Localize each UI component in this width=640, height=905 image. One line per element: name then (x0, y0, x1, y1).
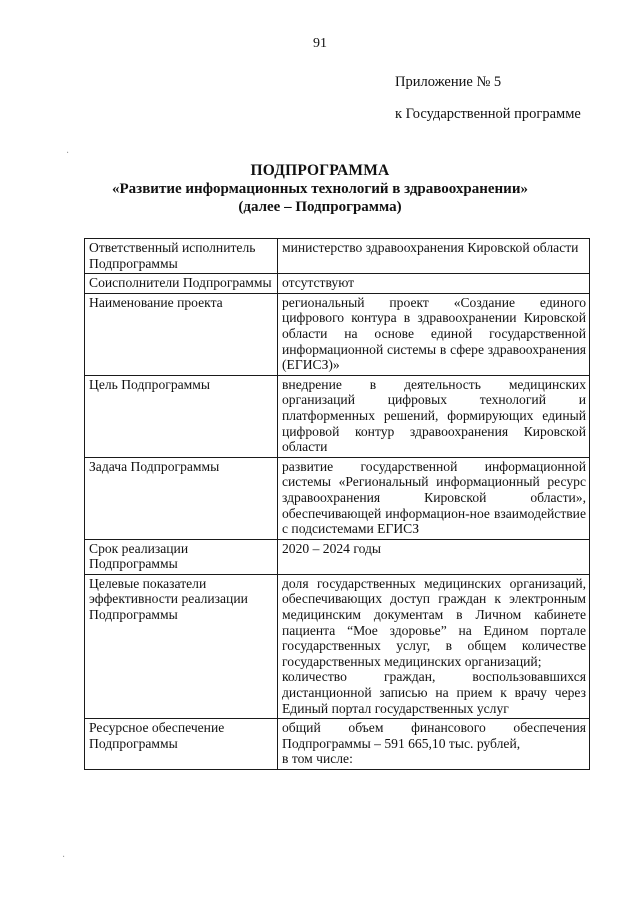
row-value-text: доля государственных медицинских организаций, обеспечивающих доступ граждан к электронным медицинским документам в Личном кабинете пациента “Мое здоровье” на Едином портале государственных услуг, в общем количестве государственных медицинских организаций; (282, 575, 586, 669)
row-value-text: отсутствуют (282, 275, 355, 291)
row-value (278, 274, 590, 294)
row-value-text: развитие государственной информационной системы «Региональный информационный ресурс здравоохранения Кировской области», обеспечивающей информацион-ное взаимодействие с подсистемами ЕГИСЗ (282, 458, 586, 537)
row-label: Ответственный исполнитель Подпрограммы (85, 239, 278, 274)
table-row (85, 293, 590, 375)
row-value-text: внедрение в деятельность медицинских организаций цифровых технологий и платформенных решений, формирующих единый цифровой контур здравоохранения Кировской области (282, 376, 586, 455)
appendix-number: Приложение № 5 (395, 74, 502, 90)
row-label: Целевые показатели эффективности реализации Подпрограммы (85, 574, 278, 718)
table-row (85, 375, 590, 457)
scan-speck: · (62, 852, 66, 863)
row-label: Соисполнители Подпрограммы (85, 274, 278, 294)
row-value (278, 574, 590, 718)
table-row (85, 239, 590, 274)
scan-speck: · (66, 148, 70, 159)
row-value-text: 2020 – 2024 годы (282, 540, 382, 556)
appendix-reference: к Государственной программе (395, 106, 581, 122)
row-label: Наименование проекта (85, 293, 278, 375)
row-value-text: количество граждан, воспользовавшихся дистанционной записью на прием к врачу через Единый портал государственных услуг (282, 669, 586, 716)
table-row (85, 719, 590, 770)
document-title-note: (далее – Подпрограмма) (238, 199, 402, 215)
page-number: 91 (313, 36, 327, 51)
row-value (278, 539, 590, 574)
row-value-text: региональный проект «Создание единого цифрового контура в здравоохранении Кировской области на основе единой государственной информационной системы в сфере здравоохранения (ЕГИСЗ)» (282, 294, 586, 373)
table-row (85, 274, 590, 294)
document-title-block (0, 162, 640, 216)
row-value (278, 719, 590, 770)
subprogram-passport-table (84, 238, 590, 770)
table-row (85, 457, 590, 539)
row-value (278, 457, 590, 539)
row-value (278, 293, 590, 375)
document-subtitle: «Развитие информационных технологий в здравоохранении» (112, 181, 528, 197)
document-title: ПОДПРОГРАММА (250, 162, 390, 179)
row-label: Задача Подпрограммы (85, 457, 278, 539)
row-value (278, 375, 590, 457)
table-row (85, 574, 590, 718)
row-label: Ресурсное обеспечение Подпрограммы (85, 719, 278, 770)
row-label: Цель Подпрограммы (85, 375, 278, 457)
table-row (85, 539, 590, 574)
row-value-text: в том числе: (282, 751, 353, 767)
row-label: Срок реализации Подпрограммы (85, 539, 278, 574)
row-value-text: министерство здравоохранения Кировской области (282, 240, 579, 255)
row-value-text: общий объем финансового обеспечения Подпрограммы – 591 665,10 тыс. рублей, (282, 720, 586, 751)
row-value (278, 239, 590, 274)
